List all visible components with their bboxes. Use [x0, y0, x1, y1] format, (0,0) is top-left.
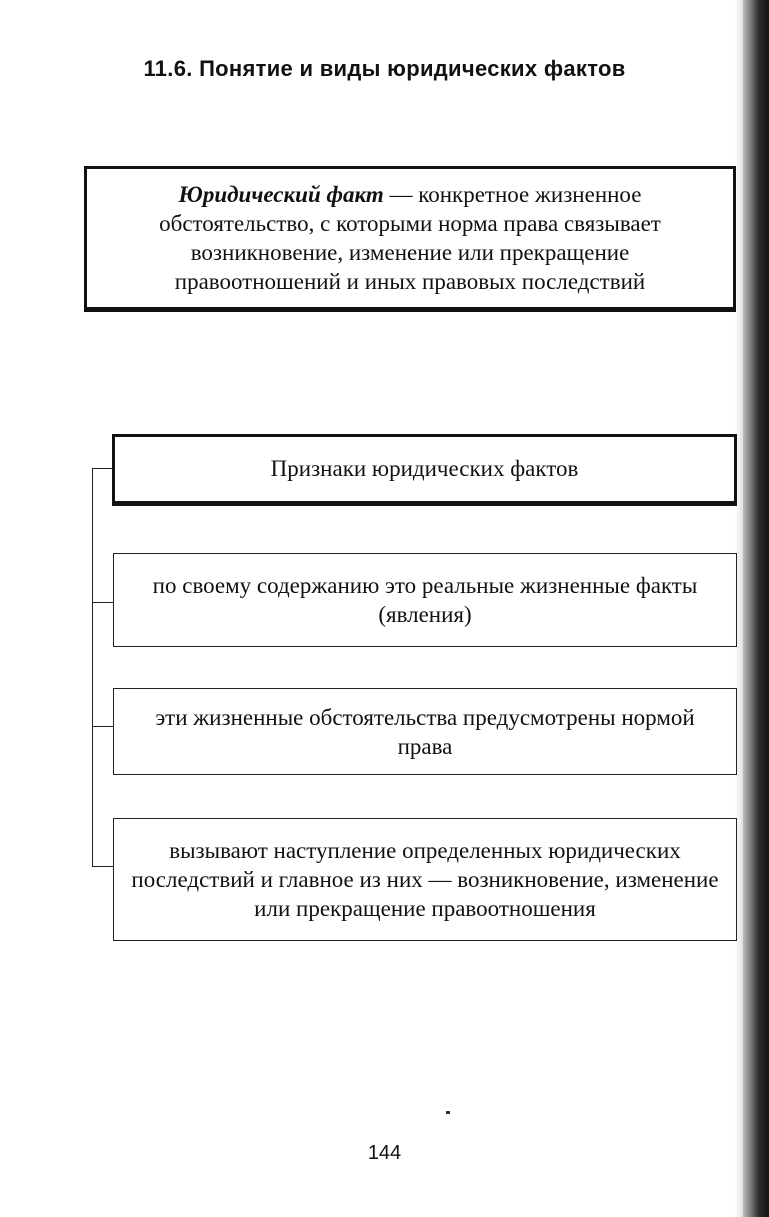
- bracket-tick-2: [92, 726, 113, 727]
- bracket-tick-header: [92, 468, 113, 469]
- definition-term: Юридический факт: [178, 182, 384, 207]
- sign-text-1: по своему содержанию это реальные жизненные факты (явления): [152, 573, 698, 627]
- signs-header-label: Признаки юридических фактов: [270, 456, 579, 481]
- sign-text-2: эти жизненные обстоятельства предусмотрены нормой права: [155, 704, 695, 759]
- book-spine: [743, 0, 769, 1217]
- print-speck: [446, 1111, 450, 1114]
- bracket-tick-1: [92, 602, 113, 603]
- bracket-connector: [92, 468, 93, 866]
- section-title: 11.6. Понятие и виды юридических фактов: [143, 56, 626, 81]
- sign-box-3: [113, 818, 737, 941]
- definition-box: [84, 166, 736, 312]
- definition-text: — конкретное жизненное обстоятельство, с которыми норма права связывает возникновение, изменение или прекращение правоотношений и иных правовых последствий: [159, 182, 661, 294]
- sign-text-3: вызывают наступление определенных юридических последствий и главное из них — возникновение, изменение или прекращение правоотношения: [131, 838, 719, 921]
- sign-box-1: [113, 553, 737, 647]
- definition-paragraph: [105, 180, 715, 296]
- bracket-tick-3: [92, 866, 113, 867]
- signs-header-box: [112, 434, 737, 506]
- sign-box-2: [113, 688, 737, 775]
- page-number: 144: [367, 1142, 402, 1164]
